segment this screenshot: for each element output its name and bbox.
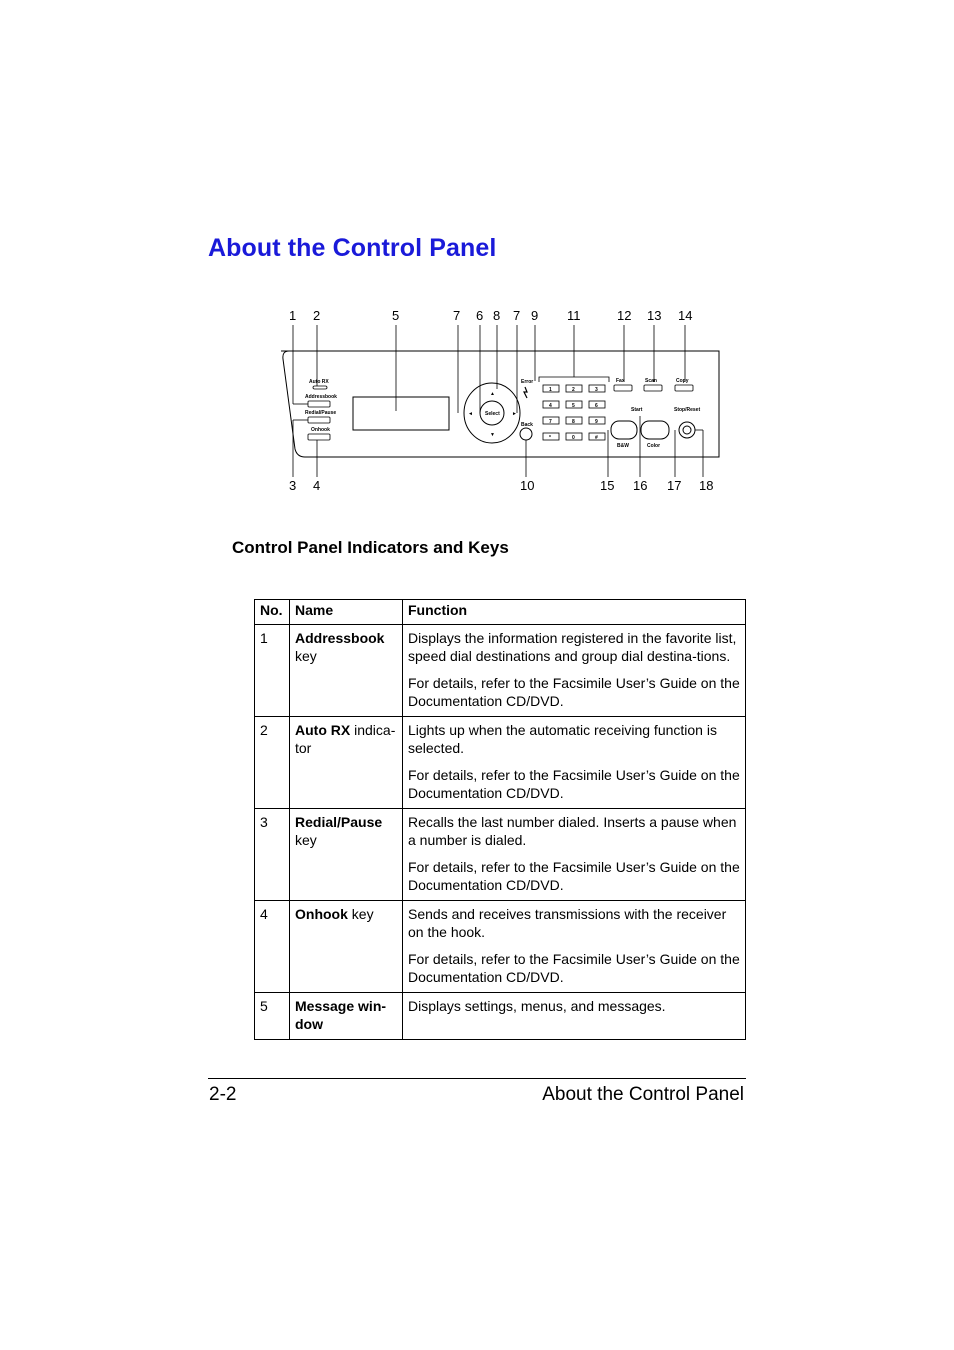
indicators-keys-table bbox=[254, 599, 746, 1040]
callout-5: 5 bbox=[392, 308, 400, 323]
start-label: Start bbox=[631, 407, 643, 413]
auto-rx-indicator bbox=[313, 386, 327, 389]
callout-14: 14 bbox=[678, 308, 693, 323]
callout-16: 16 bbox=[633, 478, 648, 493]
row-function bbox=[403, 625, 746, 717]
back-key[interactable] bbox=[520, 428, 532, 440]
row-name-rest: key bbox=[347, 906, 374, 922]
callout-7a: 7 bbox=[453, 308, 461, 323]
table-header-row bbox=[255, 600, 746, 625]
row-name-bold: Auto RX bbox=[295, 722, 351, 738]
row-name bbox=[290, 993, 403, 1040]
row-name-bold: Onhook bbox=[295, 906, 348, 922]
row-no: 1 bbox=[255, 625, 290, 717]
callout-15: 15 bbox=[600, 478, 615, 493]
row-function bbox=[403, 901, 746, 993]
callout-2: 2 bbox=[313, 308, 321, 323]
redial-pause-key[interactable] bbox=[308, 417, 330, 423]
keypad-key-6-label: 6 bbox=[595, 403, 598, 409]
color-label: Color bbox=[647, 443, 661, 449]
error-label: Error bbox=[521, 379, 534, 385]
select-label: Select bbox=[485, 411, 500, 417]
callout-12: 12 bbox=[617, 308, 632, 323]
row-name-bold: Message win-dow bbox=[295, 998, 387, 1032]
table-row bbox=[255, 993, 746, 1040]
keypad-bracket bbox=[539, 377, 609, 382]
callout-13: 13 bbox=[647, 308, 662, 323]
row-no: 5 bbox=[255, 993, 290, 1040]
footer-section-title: About the Control Panel bbox=[542, 1084, 744, 1105]
function-text: Sends and receives transmissions with the receiver on the hook. bbox=[408, 906, 727, 940]
scan-label: Scan bbox=[645, 378, 657, 384]
row-function bbox=[403, 993, 746, 1040]
function-text: Displays settings, menus, and messages. bbox=[408, 998, 666, 1014]
keypad-key-7-label: 7 bbox=[549, 419, 552, 425]
footer-page-number: 2-2 bbox=[209, 1084, 237, 1105]
addressbook-label: Addressbook bbox=[305, 394, 337, 400]
row-name bbox=[290, 625, 403, 717]
redial-pause-label: Redial/Pause bbox=[305, 410, 337, 416]
callout-18: 18 bbox=[699, 478, 714, 493]
callout-4: 4 bbox=[313, 478, 321, 493]
keypad-key-2-label: 2 bbox=[572, 387, 575, 393]
keypad-key-hash-label: # bbox=[595, 435, 598, 441]
row-name-rest: key bbox=[295, 647, 317, 664]
keypad-key-8-label: 8 bbox=[572, 419, 575, 425]
callout-9: 9 bbox=[531, 308, 539, 323]
keypad-key-1-label: 1 bbox=[549, 387, 552, 393]
row-name bbox=[290, 901, 403, 993]
row-name-rest: indica-tor bbox=[295, 722, 396, 756]
row-no: 3 bbox=[255, 809, 290, 901]
error-indicator-icon bbox=[524, 387, 527, 398]
nav-up-arrow[interactable]: ▲ bbox=[490, 391, 495, 397]
auto-rx-label: Auto RX bbox=[309, 379, 329, 385]
header-name: Name bbox=[290, 600, 403, 625]
fax-key[interactable] bbox=[614, 385, 632, 391]
nav-left-arrow[interactable]: ◄ bbox=[468, 411, 473, 417]
row-name-bold: Redial/Pause bbox=[295, 814, 383, 830]
copy-label: Copy bbox=[676, 378, 689, 384]
addressbook-key[interactable] bbox=[308, 401, 330, 407]
row-function bbox=[403, 809, 746, 901]
section-title: Control Panel Indicators and Keys bbox=[232, 538, 509, 557]
callout-11: 11 bbox=[567, 308, 581, 323]
callout-1: 1 bbox=[289, 308, 297, 323]
callout-7b: 7 bbox=[513, 308, 521, 323]
keypad-key-3-label: 3 bbox=[595, 387, 598, 393]
back-label: Back bbox=[521, 422, 533, 428]
bw-label: B&W bbox=[617, 443, 629, 449]
row-no: 2 bbox=[255, 717, 290, 809]
keypad-key-star[interactable] bbox=[543, 433, 559, 440]
table-row bbox=[255, 901, 746, 993]
row-name bbox=[290, 809, 403, 901]
nav-down-arrow[interactable]: ▼ bbox=[490, 432, 495, 438]
callout-3: 3 bbox=[289, 478, 297, 493]
function-reference: For details, refer to the Facsimile User’s Guide on the Documentation CD/DVD. bbox=[408, 675, 740, 709]
function-reference: For details, refer to the Facsimile User’s Guide on the Documentation CD/DVD. bbox=[408, 951, 740, 985]
callout-10: 10 bbox=[520, 478, 535, 493]
message-window bbox=[353, 397, 449, 430]
callout-17: 17 bbox=[667, 478, 682, 493]
keypad-key-4-label: 4 bbox=[549, 403, 552, 409]
keypad-key-0-label: 0 bbox=[572, 435, 575, 441]
row-function bbox=[403, 717, 746, 809]
row-no: 4 bbox=[255, 901, 290, 993]
stop-icon bbox=[683, 426, 691, 434]
control-panel-figure bbox=[275, 303, 730, 498]
function-text: Displays the information registered in the favorite list, speed dial destinations and group dial destina-tions. bbox=[408, 630, 737, 664]
table-row bbox=[255, 717, 746, 809]
keypad-key-star-label: * bbox=[549, 435, 551, 441]
function-text: Lights up when the automatic receiving function is selected. bbox=[408, 722, 717, 756]
onhook-key[interactable] bbox=[308, 434, 330, 440]
page-title: About the Control Panel bbox=[208, 234, 497, 262]
copy-key[interactable] bbox=[675, 385, 693, 391]
nav-right-arrow[interactable]: ► bbox=[512, 411, 517, 417]
stop-reset-label: Stop/Reset bbox=[674, 407, 701, 413]
table-row bbox=[255, 625, 746, 717]
function-reference: For details, refer to the Facsimile User’s Guide on the Documentation CD/DVD. bbox=[408, 767, 740, 801]
onhook-label: Onhook bbox=[311, 427, 330, 433]
fax-label: Fax bbox=[616, 378, 625, 384]
scan-key[interactable] bbox=[644, 385, 662, 391]
stop-reset-key[interactable] bbox=[679, 422, 695, 438]
row-name-rest: key bbox=[295, 831, 317, 848]
start-color-key[interactable] bbox=[641, 421, 669, 439]
keypad-key-5-label: 5 bbox=[572, 403, 575, 409]
footer-divider bbox=[208, 1078, 746, 1079]
start-bw-key[interactable] bbox=[611, 421, 637, 439]
keypad-key-9-label: 9 bbox=[595, 419, 598, 425]
row-name bbox=[290, 717, 403, 809]
table-row bbox=[255, 809, 746, 901]
function-reference: For details, refer to the Facsimile User’s Guide on the Documentation CD/DVD. bbox=[408, 859, 740, 893]
function-text: Recalls the last number dialed. Inserts a pause when a number is dialed. bbox=[408, 814, 737, 848]
keypad bbox=[543, 385, 605, 441]
header-function: Function bbox=[403, 600, 746, 625]
callout-8: 8 bbox=[493, 308, 501, 323]
callout-6: 6 bbox=[476, 308, 484, 323]
row-name-bold: Addressbook bbox=[295, 630, 385, 646]
header-no: No. bbox=[255, 600, 290, 625]
